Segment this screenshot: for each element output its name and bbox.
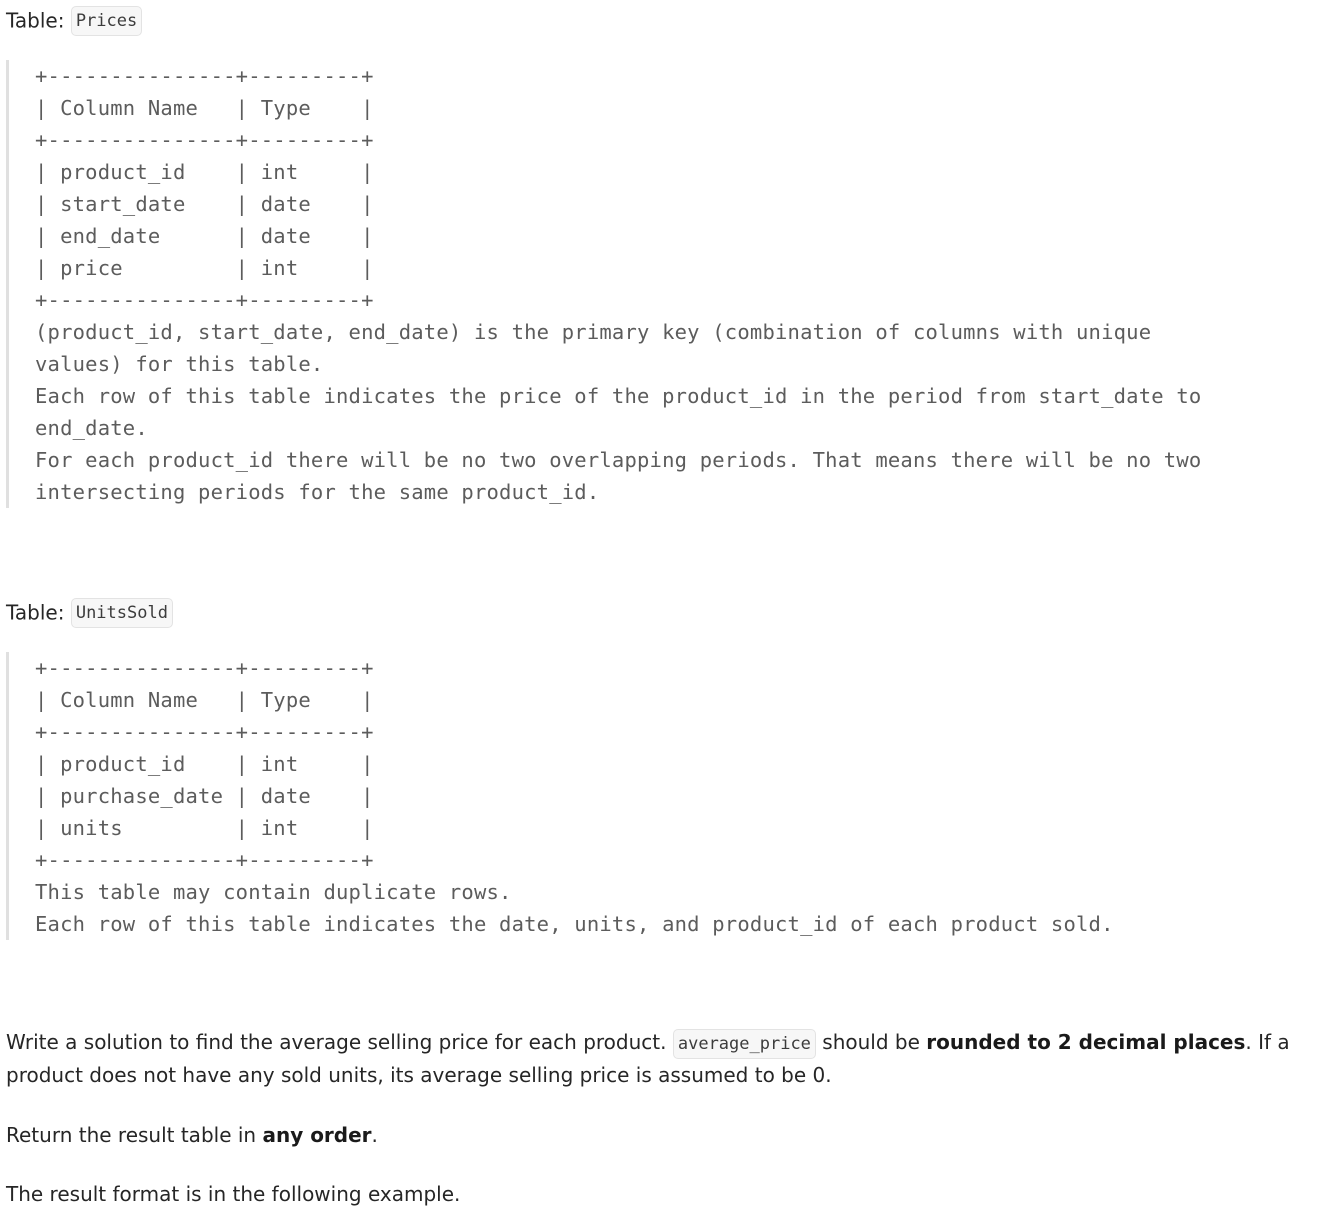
order-paragraph: [6, 1119, 1306, 1152]
schema-line: | Column Name | Type |: [35, 688, 374, 712]
table-label-text: Table:: [6, 8, 65, 33]
units-sold-table-label: [6, 597, 173, 628]
task-text: Write a solution to find the average selling price for each product.: [6, 1030, 667, 1054]
any-order-emphasis: any order: [262, 1123, 372, 1147]
prices-table-name: Prices: [71, 6, 142, 36]
schema-note-line: end_date.: [35, 416, 148, 440]
rounding-emphasis: rounded to 2 decimal places: [926, 1030, 1246, 1054]
schema-note-line: (product_id, start_date, end_date) is the primary key (combination of columns with unique: [35, 320, 1152, 344]
schema-line: | units | int |: [35, 816, 374, 840]
task-text: . If a product does not have any sold units, its average selling price is assumed to be 0.: [6, 1030, 1290, 1087]
schema-line: +---------------+---------+: [35, 128, 374, 152]
schema-line: | purchase_date | date |: [35, 784, 374, 808]
task-paragraph: [6, 1026, 1306, 1092]
schema-note-line: Each row of this table indicates the date, units, and product_id of each product sold.: [35, 912, 1114, 936]
schema-note-line: For each product_id there will be no two overlapping periods. That means there will be no two: [35, 448, 1202, 472]
schema-line: | product_id | int |: [35, 160, 374, 184]
task-text: should be: [822, 1030, 920, 1054]
schema-line: | end_date | date |: [35, 224, 374, 248]
order-text: .: [371, 1123, 378, 1147]
schema-line: +---------------+---------+: [35, 288, 374, 312]
average-price-code: average_price: [673, 1029, 816, 1059]
schema-line: | Column Name | Type |: [35, 96, 374, 120]
schema-line: +---------------+---------+: [35, 848, 374, 872]
units-sold-schema-block: [6, 652, 1315, 940]
table-label-text: Table:: [6, 600, 65, 625]
schema-line: | product_id | int |: [35, 752, 374, 776]
schema-note-line: intersecting periods for the same product_id.: [35, 480, 600, 504]
result-format-paragraph: The result format is in the following example.: [6, 1182, 461, 1206]
prices-table-label: [6, 5, 142, 36]
order-text: Return the result table in: [6, 1123, 257, 1147]
schema-note-line: This table may contain duplicate rows.: [35, 880, 512, 904]
schema-line: | start_date | date |: [35, 192, 374, 216]
schema-line: +---------------+---------+: [35, 64, 374, 88]
schema-line: | price | int |: [35, 256, 374, 280]
schema-note-line: values) for this table.: [35, 352, 324, 376]
schema-line: +---------------+---------+: [35, 656, 374, 680]
prices-schema-block: [6, 60, 1315, 508]
schema-note-line: Each row of this table indicates the price of the product_id in the period from start_date to: [35, 384, 1202, 408]
schema-line: +---------------+---------+: [35, 720, 374, 744]
units-sold-table-name: UnitsSold: [71, 598, 173, 628]
